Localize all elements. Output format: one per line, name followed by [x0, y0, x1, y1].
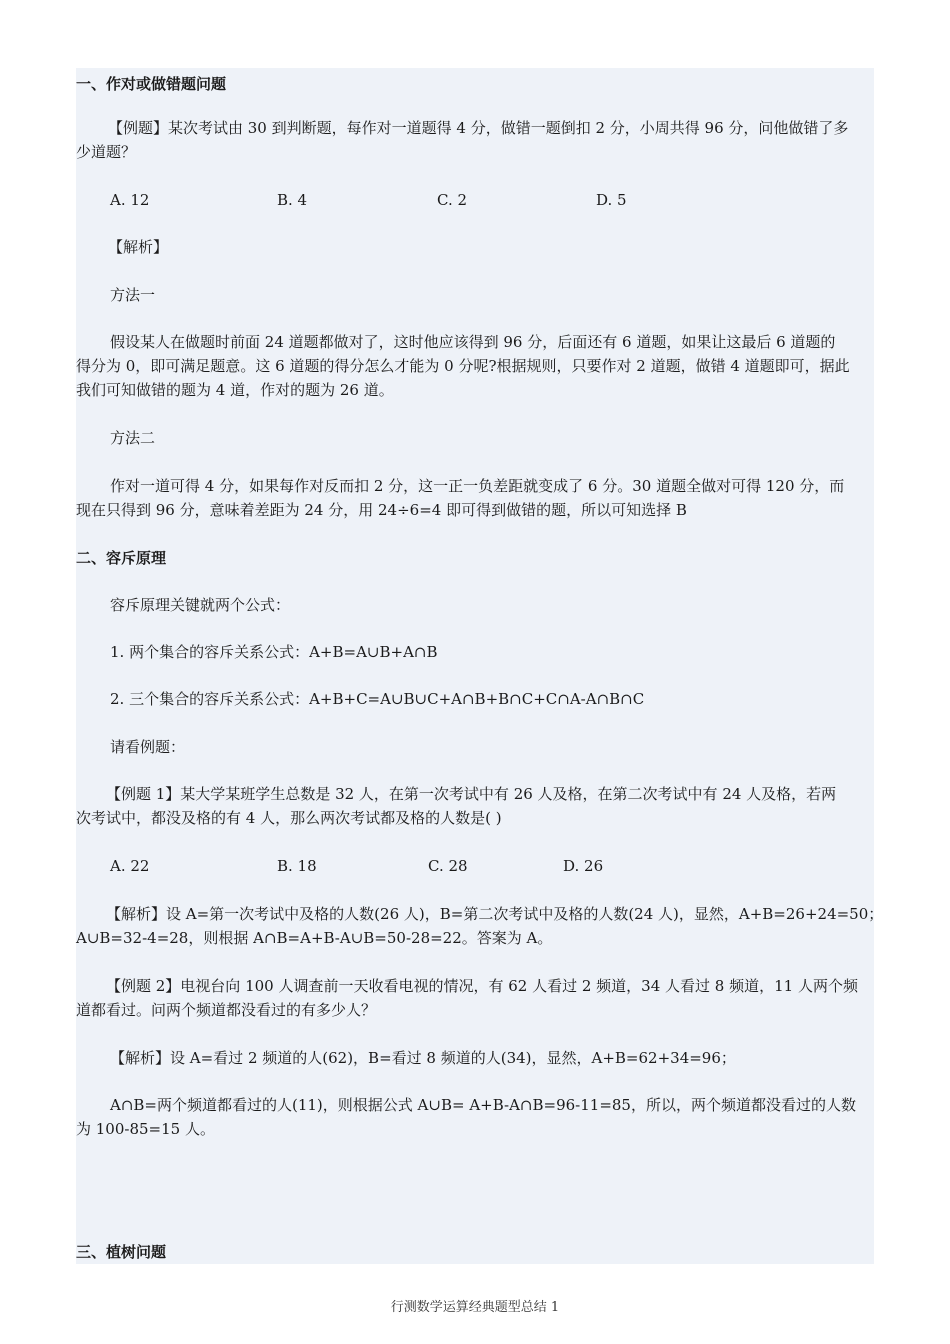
option-a: A. 12 [110, 191, 150, 209]
section3-title: 三、植树问题 [76, 1243, 167, 1261]
see-examples: 请看例题： [110, 738, 186, 756]
option-d: D. 5 [596, 191, 627, 209]
example1-line2: 次考试中，都没及格的有 4 人，那么两次考试都及格的人数是( ) [76, 809, 502, 827]
example2-line1: 【例题 2】电视台向 100 人调查前一天收看电视的情况，有 62 人看过 2 频道，34 人看过 8 频道，11 人两个频 [106, 977, 858, 995]
analysis-label: 【解析】 [108, 238, 169, 256]
ex1-option-d: D. 26 [563, 857, 604, 875]
ex1-option-b: B. 18 [277, 857, 317, 875]
example1-answer-line1: 【解析】设 A=第一次考试中及格的人数(26 人)，B=第二次考试中及格的人数(24 人)，显然，A+B=26+24=50； [106, 905, 884, 923]
method1-line3: 我们可知做错的题为 4 道，作对的题为 26 道。 [76, 381, 394, 399]
method2-label: 方法二 [110, 429, 156, 447]
page-footer: 行测数学运算经典题型总结 1 [390, 1300, 560, 1315]
option-b: B. 4 [277, 191, 308, 209]
method2-line1: 作对一道可得 4 分，如果每作对反而扣 2 分，这一正一负差距就变成了 6 分。30 道题全做对可得 120 分，而 [110, 477, 845, 495]
example2-line2: 道都看过。问两个频道都没看过的有多少人？ [76, 1001, 377, 1019]
example1-line1: 【例题 1】某大学某班学生总数是 32 人，在第一次考试中有 26 人及格，在第二次考试中有 24 人及格，若两 [106, 785, 837, 803]
example1-answer-line2: A∪B=32-4=28，则根据 A∩B=A+B-A∪B=50-28=22。答案为 A。 [76, 929, 553, 947]
section1-title: 一、作对或做错题问题 [76, 75, 227, 93]
example2-answer-line3: 为 100-85=15 人。 [76, 1120, 215, 1138]
example2-answer-line1: 【解析】设 A=看过 2 频道的人(62)，B=看过 8 频道的人(34)，显然，A+B=62+34=96； [110, 1049, 736, 1067]
example-text-line1: 【例题】某次考试由 30 到判断题，每作对一道题得 4 分，做错一题倒扣 2 分，小周共得 96 分，问他做错了多 [108, 119, 849, 137]
ex1-option-a: A. 22 [110, 857, 150, 875]
option-c: C. 2 [437, 191, 468, 209]
method1-line1: 假设某人在做题时前面 24 道题都做对了，这时他应该得到 96 分，后面还有 6 道题，如果让这最后 6 道题的 [110, 333, 836, 351]
example2-answer-line2: A∩B=两个频道都看过的人(11)，则根据公式 A∪B= A+B-A∩B=96-11=85，所以，两个频道都没看过的人数 [110, 1096, 856, 1114]
example-text-line2: 少道题？ [76, 143, 137, 161]
ex1-option-c: C. 28 [428, 857, 468, 875]
method1-line2: 得分为 0，即可满足题意。这 6 道题的得分怎么才能为 0 分呢?根据规则，只要作对 2 道题，做错 4 道题即可，据此 [76, 357, 850, 375]
document-content [76, 68, 884, 1264]
formula-two-sets: 1. 两个集合的容斥关系公式：A+B=A∪B+A∩B [110, 643, 438, 661]
method1-label: 方法一 [110, 286, 156, 304]
formula-three-sets: 2. 三个集合的容斥关系公式：A+B+C=A∪B∪C+A∩B+B∩C+C∩A-A∩B∩C [110, 690, 645, 708]
method2-line2: 现在只得到 96 分，意味着差距为 24 分，用 24÷6=4 即可得到做错的题，所以可知选择 B [76, 501, 687, 519]
section2-intro: 容斥原理关键就两个公式： [110, 596, 291, 614]
section2-title: 二、容斥原理 [76, 549, 167, 567]
